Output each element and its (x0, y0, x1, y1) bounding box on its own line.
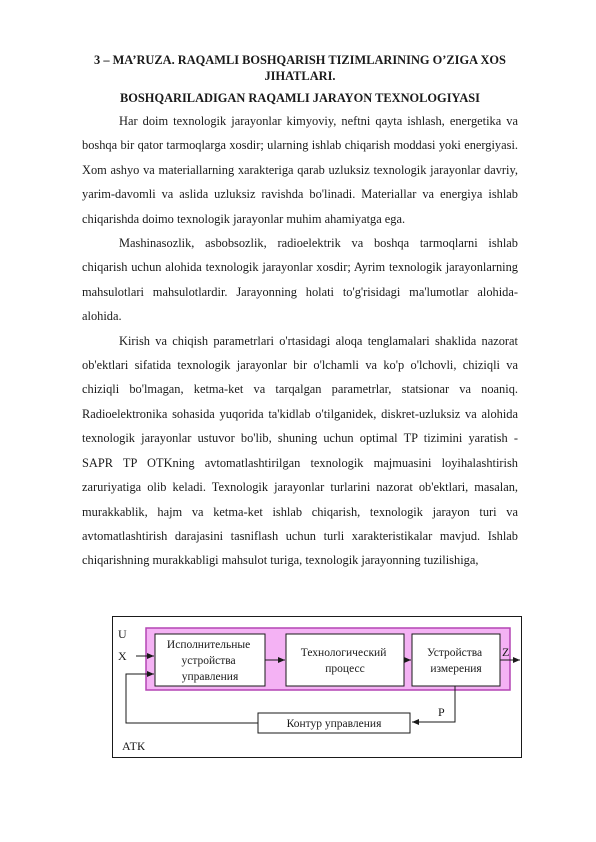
lecture-title-line-2: JIHATLARI. (264, 69, 336, 83)
label-z: Z (502, 645, 510, 659)
control-system-diagram (112, 616, 522, 758)
label-atk: АТК (122, 739, 145, 753)
diagram-canvas (112, 616, 522, 758)
actuators-label-line-2: устройства (181, 655, 236, 667)
paragraph-1: Har doim texnologik jarayonlar kimyoviy, neftni qayta ishlash, energetika va boshqa bir qator tarmoqlarga xosdir; ularning ishlab chiqarish moddasi yoki energiyasi. Xom ashyo va materiallarning xarakteriga qarab uzluksiz texnologik jarayonlar davriy, yarim-davomli va aslida uzluksiz ravishda bo'linadi. Materiallar va energiya ishlab chiqarishda doimo texnologik jarayonlar muhim ahamiyatga ega. (82, 114, 518, 226)
label-u: U (118, 627, 127, 641)
measurement-label-line-1: Устройства (426, 647, 483, 659)
label-x: X (118, 649, 127, 663)
actuators-label-line-1: Исполнительные (166, 639, 251, 651)
process-label-line-2: процесс (325, 663, 365, 675)
section-heading: BOSHQARILADIGAN RAQAMLI JARAYON TEXNOLOGIYASI (120, 91, 480, 105)
document-page (82, 52, 518, 573)
paragraph-3: Kirish va chiqish parametrlari o'rtasidagi aloqa tenglamalari shaklida nazorat ob'ektlari sifatida texnologik jarayonlar bir o'lchamli va ko'p o'lchovli, chiziqli va chiziqli bo'lmagan, ketma-ket va tarqalgan parametrlar, statsionar va noaniq. Radioelektronika sohasida yuqorida ta'kidlab o'tilganidek, diskret-uzluksiz va alohida texnologik jarayonlar ustuvor bo'lib, shuning uchun optimal TP tizimini yaratish - SAPR TP OTKning avtomatlashtirilgan texnologik majmuasini loyihalashtirish zaruriyatiga olib keladi. Texnologik jarayonlar turlarini nazorat ob'ektlari, masalan, murakkablik, hajm va ketma-ket ishlab chiqarish, texnologik jarayon turi va avtomatlashtirish darajasini tasniflash uchun turli xarakteristikalar mavjud. Ishlab chiqarishning murakkabligi mahsulot turiga, texnologik jarayonning tuzilishiga, (82, 333, 518, 568)
lecture-title-line-1: 3 – MA’RUZA. RAQAMLI BOSHQARISH TIZIMLARINING O’ZIGA XOS (94, 53, 506, 67)
paragraph-2: Mashinasozlik, asbobsozlik, radioelektrik va boshqa tarmoqlarni ishlab chiqarish uchun alohida texnologik jarayonlar xosdir; Ayrim texnologik jarayonlarning mahsulotlari mahsulotlardir. Jarayonning holati to'g'risidagi ma'lumotlar alohida-alohida. (82, 236, 518, 324)
process-block (286, 634, 404, 686)
measurement-block (412, 634, 500, 686)
process-label-line-1: Технологический (300, 647, 387, 659)
control-loop-label: Контур управления (286, 718, 382, 730)
measurement-label-line-2: измерения (430, 663, 482, 675)
lecture-title (82, 52, 518, 84)
label-p: P (438, 705, 445, 719)
actuators-label-line-3: управления (181, 671, 239, 683)
